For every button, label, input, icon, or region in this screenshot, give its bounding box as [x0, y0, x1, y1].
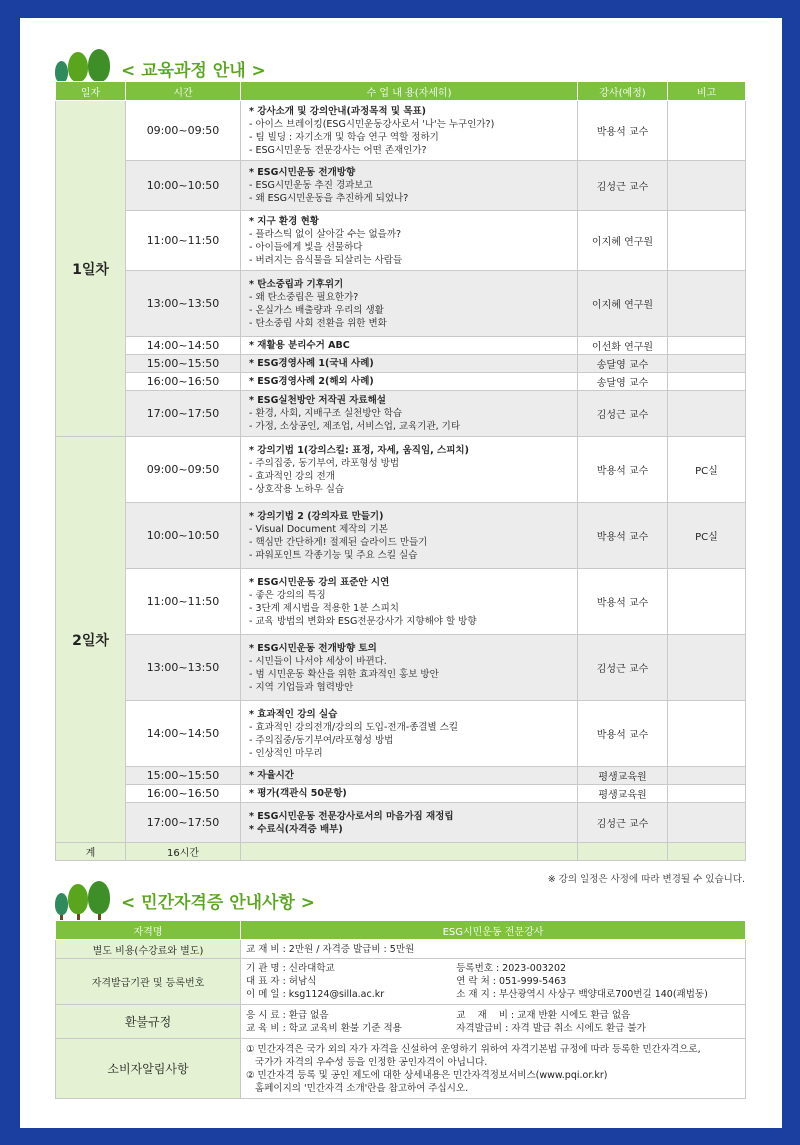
consumer-label: 소비자알림사항	[56, 1039, 241, 1099]
cert-header-right: ESG시민운동 전문강사	[241, 921, 746, 940]
content-line: - 환경, 사회, 지배구조 실천방안 학습	[249, 408, 403, 419]
content-line: - 주의집중, 동기부여, 라포형성 방법	[249, 457, 400, 469]
content-line: * ESG시민운동 강의 표준안 시연	[249, 576, 390, 588]
row-note: PC실	[668, 437, 746, 503]
row-content	[241, 271, 578, 337]
schedule-row	[56, 337, 746, 355]
content-line: * ESG실천방안 저작권 자료해설	[249, 395, 386, 406]
day-1-label: 1일차	[56, 101, 126, 437]
row-time: 15:00~15:50	[126, 355, 241, 373]
total-time: 16시간	[126, 843, 241, 861]
row-content	[241, 373, 578, 391]
header-time: 시간	[126, 82, 241, 101]
content-line: - ESG시민운동 전문강사는 어떤 존재인가?	[249, 144, 427, 156]
consumer-line: ① 민간자격은 국가 외의 자가 자격을 신설하여 운영하기 위하여 자격기본법 규정에 따라 등록한 민간자격으로,	[246, 1043, 701, 1055]
content-line: * ESG시민운동 전개방향 토의	[249, 642, 377, 654]
schedule-row	[56, 161, 746, 211]
content-line: - 효과적인 강의전개/강의의 도입-전개-종결별 스킬	[249, 721, 459, 733]
issuer-phone: 연 락 처 : 051-999-5463	[456, 976, 567, 987]
refund-tuition: 교 육 비 : 학교 교육비 환불 기준 적용	[246, 1022, 402, 1034]
content-line: * ESG경영사례 1(국내 사례)	[249, 358, 374, 369]
content-line: - 교육 방법의 변화와 ESG전문강사가 지향해야 할 방향	[249, 615, 477, 627]
row-content	[241, 437, 578, 503]
refund-left	[246, 1009, 456, 1035]
row-instructor: 김성근 교수	[578, 803, 668, 843]
row-content	[241, 101, 578, 161]
content-line: * 강의기법 2 (강의자료 만들기)	[249, 510, 384, 522]
consumer-line: 홈페이지의 '민간자격 소개'란을 참고하여 주십시오.	[246, 1082, 469, 1094]
content-line: - 왜 ESG시민운동을 추진하게 되었나?	[249, 193, 409, 204]
content-line: - 플라스틱 없이 살아갈 수는 없을까?	[249, 228, 402, 240]
cert-fee-row	[56, 940, 746, 959]
issuer-left	[246, 962, 456, 1001]
issuer-name: 기 관 명 : 신라대학교	[246, 963, 335, 974]
content-line: * 탄소중립과 기후위기	[249, 278, 344, 290]
content-line: * 자율시간	[249, 770, 294, 781]
schedule-header-row	[56, 82, 746, 101]
row-instructor: 송달영 교수	[578, 373, 668, 391]
row-time: 10:00~10:50	[126, 161, 241, 211]
row-content	[241, 391, 578, 437]
schedule-row	[56, 803, 746, 843]
content-line: - 왜 탄소중립은 필요한가?	[249, 291, 359, 303]
content-line: - 시민들이 나서야 세상이 바뀐다.	[249, 655, 387, 667]
row-time: 16:00~16:50	[126, 785, 241, 803]
issuer-rep: 대 표 자 : 허남식	[246, 976, 317, 987]
refund-exam: 응 시 료 : 환급 없음	[246, 1009, 329, 1021]
day-2-label: 2일차	[56, 437, 126, 843]
content-line: - 효과적인 강의 전개	[249, 470, 335, 482]
row-instructor: 이지혜 연구원	[578, 211, 668, 271]
row-time: 13:00~13:50	[126, 271, 241, 337]
row-note	[668, 337, 746, 355]
row-content	[241, 569, 578, 635]
issuer-email: 이 메 일 : ksg1124@silla.ac.kr	[246, 989, 385, 1000]
cert-issuer-row	[56, 959, 746, 1005]
row-note	[668, 271, 746, 337]
refund-cert: 자격발급비 : 자격 발급 취소 시에도 환급 불가	[456, 1022, 646, 1034]
row-note	[668, 101, 746, 161]
row-note	[668, 569, 746, 635]
cert-header-row	[56, 921, 746, 940]
row-content	[241, 767, 578, 785]
row-time: 15:00~15:50	[126, 767, 241, 785]
content-line: - 팀 빌딩 : 자기소개 및 학습 연구 역할 정하기	[249, 131, 439, 143]
row-instructor: 이지혜 연구원	[578, 271, 668, 337]
tree-group-icon	[55, 880, 115, 920]
row-instructor: 김성근 교수	[578, 391, 668, 437]
content-line: - 3단계 제시법을 적용한 1분 스피치	[249, 602, 399, 614]
header-date: 일자	[56, 82, 126, 101]
row-time: 17:00~17:50	[126, 803, 241, 843]
content-line: - Visual Document 제작의 기본	[249, 523, 388, 535]
row-time: 14:00~14:50	[126, 337, 241, 355]
row-instructor: 평생교육원	[578, 767, 668, 785]
row-instructor: 박용석 교수	[578, 101, 668, 161]
content-line: * ESG경영사례 2(해외 사례)	[249, 376, 374, 387]
row-instructor: 이선화 연구원	[578, 337, 668, 355]
content-line: * 강의기법 1(강의스킬: 표정, 자세, 움직임, 스피치)	[249, 444, 469, 456]
section-title-text: < 교육과정 안내 >	[121, 60, 266, 81]
content-line: - 핵심만 간단하게! 절제된 슬라이드 만들기	[249, 536, 428, 548]
row-note	[668, 355, 746, 373]
row-note	[668, 161, 746, 211]
row-instructor: 평생교육원	[578, 785, 668, 803]
content-line: * 평가(객관식 50문항)	[249, 788, 347, 799]
refund-right	[456, 1009, 740, 1035]
content-line: - 상호작용 노하우 실습	[249, 483, 345, 495]
row-note: PC실	[668, 503, 746, 569]
row-content	[241, 211, 578, 271]
header-note: 비고	[668, 82, 746, 101]
content-line: - 인상적인 마무리	[249, 747, 323, 759]
row-time: 16:00~16:50	[126, 373, 241, 391]
row-time: 11:00~11:50	[126, 569, 241, 635]
content-line: - 좋은 강의의 특징	[249, 589, 326, 601]
content-line: * 지구 환경 현황	[249, 215, 319, 227]
row-note	[668, 785, 746, 803]
row-content	[241, 337, 578, 355]
content-line: * ESG시민운동 전문강사로서의 마음가짐 재정립	[249, 810, 454, 822]
schedule-row	[56, 373, 746, 391]
cert-header-left: 자격명	[56, 921, 241, 940]
content-line: - 버려지는 음식물을 되살리는 사람들	[249, 254, 403, 266]
schedule-row	[56, 503, 746, 569]
fee-label: 별도 비용(수강료와 별도)	[56, 940, 241, 959]
row-note	[668, 391, 746, 437]
fee-value: 교 재 비 : 2만원 / 자격증 발급비 : 5만원	[241, 940, 746, 959]
content-line: - 주의집중/동기부여/라포형성 방법	[249, 734, 394, 746]
row-content	[241, 785, 578, 803]
content-line: - 아이스 브레이킹(ESG시민운동강사로서 '나'는 누구인가?)	[249, 118, 495, 130]
row-instructor: 송달영 교수	[578, 355, 668, 373]
schedule-row	[56, 211, 746, 271]
flyer-sheet	[20, 18, 782, 1128]
issuer-label: 자격발급기관 및 등록번호	[56, 959, 241, 1005]
row-note	[668, 767, 746, 785]
issuer-regno: 등록번호 : 2023-003202	[456, 963, 567, 974]
content-line: * 강사소개 및 강의안내(과정목적 및 목표)	[249, 105, 427, 117]
issuer-address: 소 재 지 : 부산광역시 사상구 백양대로700번길 140(괘법동)	[456, 989, 708, 1000]
content-line: * 효과적인 강의 실습	[249, 708, 338, 720]
schedule-body	[56, 101, 746, 843]
content-line: - 파워포인트 각종기능 및 주요 스킬 실습	[249, 549, 418, 561]
content-line: * ESG시민운동 전개방향	[249, 167, 356, 178]
row-content	[241, 635, 578, 701]
schedule-row	[56, 271, 746, 337]
total-row	[56, 843, 746, 861]
consumer-line: ② 민간자격 등록 및 공인 제도에 대한 상세내용은 민간자격정보서비스(www.pqi.or.kr)	[246, 1069, 608, 1081]
row-content	[241, 355, 578, 373]
row-time: 09:00~09:50	[126, 101, 241, 161]
content-line: - 아이들에게 빛을 선물하다	[249, 241, 363, 253]
row-content	[241, 803, 578, 843]
section-title-cert	[55, 880, 315, 920]
schedule-row	[56, 767, 746, 785]
row-content	[241, 161, 578, 211]
row-instructor: 박용석 교수	[578, 503, 668, 569]
content-line: - 가정, 소상공인, 제조업, 서비스업, 교육기관, 기타	[249, 421, 461, 432]
row-time: 09:00~09:50	[126, 437, 241, 503]
cert-consumer-row	[56, 1039, 746, 1099]
schedule-row	[56, 701, 746, 767]
schedule-row	[56, 437, 746, 503]
row-instructor: 김성근 교수	[578, 161, 668, 211]
schedule-notice: ※ 강의 일정은 사정에 따라 변경될 수 있습니다.	[547, 874, 745, 885]
content-line: - ESG시민운동 추진 경과보고	[249, 180, 373, 191]
row-note	[668, 701, 746, 767]
row-note	[668, 635, 746, 701]
header-content: 수 업 내 용(자세히)	[241, 82, 578, 101]
consumer-line: 국가가 자격의 우수성 등을 인정한 공인자격이 아닙니다.	[246, 1056, 488, 1068]
content-line: - 탄소중립 사회 전환을 위한 변화	[249, 317, 387, 329]
refund-book: 교 재 비 : 교재 반환 시에도 환급 없음	[456, 1009, 631, 1021]
schedule-row	[56, 569, 746, 635]
row-note	[668, 211, 746, 271]
cert-refund-row	[56, 1005, 746, 1039]
content-line: * 수료식(자격증 배부)	[249, 823, 343, 835]
schedule-row	[56, 635, 746, 701]
schedule-row	[56, 391, 746, 437]
total-label: 계	[56, 843, 126, 861]
row-time: 11:00~11:50	[126, 211, 241, 271]
schedule-row	[56, 355, 746, 373]
row-instructor: 박용석 교수	[578, 437, 668, 503]
content-line: - 범 시민운동 확산을 위한 효과적인 홍보 방안	[249, 668, 439, 680]
row-instructor: 박용석 교수	[578, 701, 668, 767]
row-instructor: 박용석 교수	[578, 569, 668, 635]
row-time: 14:00~14:50	[126, 701, 241, 767]
row-instructor: 김성근 교수	[578, 635, 668, 701]
refund-label: 환불규정	[56, 1005, 241, 1039]
row-time: 17:00~17:50	[126, 391, 241, 437]
row-time: 10:00~10:50	[126, 503, 241, 569]
cert-table	[55, 920, 746, 1099]
schedule-row	[56, 785, 746, 803]
header-instructor: 강사(예정)	[578, 82, 668, 101]
issuer-right	[456, 962, 740, 1001]
content-line: * 재활용 분리수거 ABC	[249, 340, 350, 351]
content-line: - 온실가스 배출량과 우리의 생활	[249, 304, 384, 316]
row-note	[668, 803, 746, 843]
content-line: - 지역 기업들과 협력방안	[249, 681, 354, 693]
row-note	[668, 373, 746, 391]
row-time: 13:00~13:50	[126, 635, 241, 701]
row-content	[241, 503, 578, 569]
section-title-text: < 민간자격증 안내사항 >	[121, 892, 316, 913]
row-content	[241, 701, 578, 767]
schedule-table	[55, 81, 746, 861]
schedule-row	[56, 101, 746, 161]
